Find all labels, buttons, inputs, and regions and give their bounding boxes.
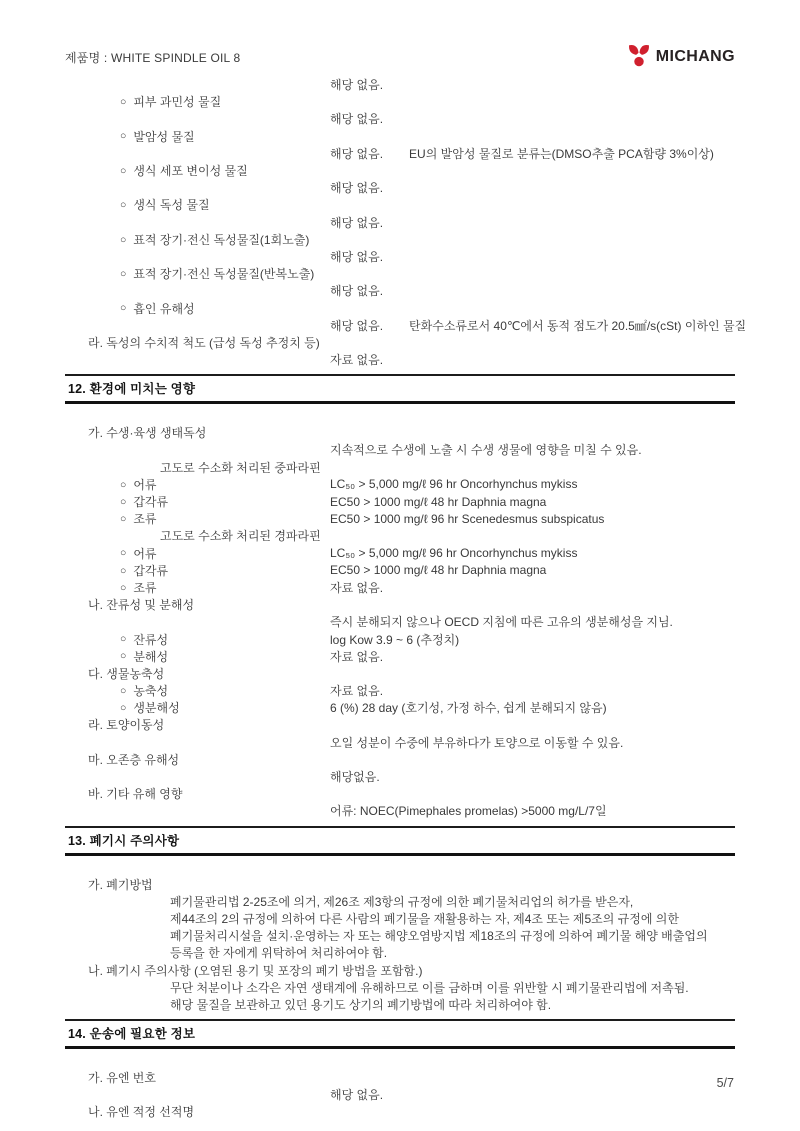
doc-row-pair [65, 579, 735, 596]
row-label: 어류 [133, 477, 157, 492]
doc-row-circle [65, 162, 735, 179]
michang-logo-text: MICHANG [655, 48, 735, 65]
doc-row-pair [65, 545, 735, 562]
row-value: 무단 처분이나 소각은 자연 생태계에 유해하므로 이를 금하며 이를 위반할 시 폐기물관리법에 저촉됨. [170, 980, 689, 995]
doc-row-pair [65, 699, 735, 716]
doc-row-letter [65, 1069, 735, 1086]
row-label: 피부 과민성 물질 [133, 95, 222, 110]
row-label: 생식 세포 변이성 물질 [133, 164, 248, 179]
doc-row-letter [65, 751, 735, 768]
doc-row-value [65, 214, 735, 231]
doc-row-value [65, 1086, 735, 1103]
doc-row-sub [65, 527, 735, 544]
doc-row-letter [65, 334, 735, 351]
circle-bullet-icon: ○ [120, 581, 127, 594]
row-extra-note: EU의 발암성 물질로 분류는(DMSO추출 PCA함량 3%이상) [409, 146, 714, 161]
row-label: 가. 수생·육생 생태독성 [88, 426, 207, 441]
document-header [65, 44, 735, 70]
doc-row-pair [65, 682, 735, 699]
circle-bullet-icon: ○ [120, 478, 127, 491]
row-value: 해당 없음. [330, 249, 384, 264]
row-value: 즉시 분해되지 않으나 OECD 지침에 따른 고유의 생분해성을 지님. [330, 615, 673, 630]
row-value: 지속적으로 수생에 노출 시 수생 생물에 영향을 미칠 수 있음. [330, 443, 642, 458]
row-label: 조류 [133, 580, 157, 595]
section-14-transport-information [65, 1019, 735, 1121]
doc-row-para [65, 996, 735, 1013]
row-value: 해당 없음. [330, 78, 384, 93]
row-label: 라. 토양이동성 [88, 718, 165, 733]
doc-row-value [65, 351, 735, 368]
doc-row-circle [65, 231, 735, 248]
section-13-rows [65, 876, 735, 1014]
row-label: 어류 [133, 546, 157, 561]
circle-bullet-icon: ○ [120, 702, 127, 715]
row-label: 나. 폐기시 주의사항 (오염된 용기 및 포장의 폐기 방법을 포함함.) [88, 963, 423, 978]
doc-row-value2 [65, 317, 747, 334]
row-label: 표적 장기·전신 독성물질(1회노출) [133, 232, 310, 247]
section-12-rows [65, 424, 735, 819]
doc-row-para [65, 979, 735, 996]
section-12-header: 12. 환경에 미치는 영향 [65, 374, 735, 404]
row-value: EC50 > 1000 mg/ℓ 96 hr Scenedesmus subspicatus [330, 511, 605, 526]
doc-row-circle [65, 265, 735, 282]
row-value: 자료 없음. [330, 353, 384, 368]
doc-row-para [65, 893, 735, 910]
doc-row-value [65, 179, 735, 196]
circle-bullet-icon: ○ [120, 564, 127, 577]
row-label: 흡인 유해성 [133, 301, 195, 316]
row-label: 고도로 수소화 처리된 경파라핀 [160, 529, 321, 544]
circle-bullet-icon: ○ [120, 267, 127, 280]
toxicity-continued-rows [65, 76, 747, 368]
doc-row-pair [65, 493, 735, 510]
row-value: 해당 없음. [330, 318, 384, 333]
doc-row-value [65, 441, 735, 458]
section-13-header: 13. 폐기시 주의사항 [65, 826, 735, 856]
doc-row-para [65, 910, 735, 927]
circle-bullet-icon: ○ [120, 96, 127, 109]
row-value: 폐기물관리법 2-25조에 의거, 제26조 제3항의 규정에 의한 폐기물처리업의 허가를 받은자, [170, 894, 634, 909]
row-value: EC50 > 1000 mg/ℓ 48 hr Daphnia magna [330, 494, 547, 509]
doc-row-sub [65, 459, 735, 476]
row-label: 표적 장기·전신 독성물질(반복노출) [133, 267, 315, 282]
row-label: 분해성 [133, 649, 169, 664]
circle-bullet-icon: ○ [120, 233, 127, 246]
doc-row-circle [65, 196, 735, 213]
row-label: 발암성 물질 [133, 129, 195, 144]
doc-row-letter [65, 961, 735, 978]
row-value: 제44조의 2의 규정에 의하여 다른 사람의 폐기물을 재활용하는 자, 제4조 또는 제5조의 규정에 의한 [170, 911, 679, 926]
row-label: 가. 유엔 번호 [88, 1071, 156, 1086]
doc-row-circle [65, 128, 735, 145]
row-value: 해당없음. [330, 770, 380, 785]
product-name-label: 제품명 : WHITE SPINDLE OIL 8 [65, 51, 241, 65]
doc-row-letter [65, 716, 735, 733]
doc-row-value [65, 282, 735, 299]
doc-row-letter [65, 876, 735, 893]
row-value: 어류: NOEC(Pimephales promelas) >5000 mg/L/7일 [330, 804, 607, 819]
michang-logo-icon [627, 44, 651, 70]
doc-row-pair [65, 562, 735, 579]
circle-bullet-icon: ○ [120, 302, 127, 315]
doc-row-value [65, 802, 735, 819]
row-value: 해당 물질을 보관하고 있던 용기도 상기의 폐기방법에 따라 처리하여야 함. [170, 997, 552, 1012]
row-value: log Kow 3.9 ~ 6 (추정치) [330, 632, 460, 647]
circle-bullet-icon: ○ [120, 199, 127, 212]
row-value: 해당 없음. [330, 284, 384, 299]
doc-row-letter [65, 1103, 735, 1120]
circle-bullet-icon: ○ [120, 547, 127, 560]
row-label: 바. 기타 유해 영향 [88, 787, 183, 802]
section-14-rows [65, 1069, 735, 1121]
doc-row-value [65, 110, 735, 127]
doc-row-value [65, 76, 735, 93]
doc-row-para [65, 944, 735, 961]
row-value: LC₅₀ > 5,000 mg/ℓ 96 hr Oncorhynchus mykiss [330, 477, 578, 492]
row-extra-note: 탄화수소류로서 40℃에서 동적 점도가 20.5㎟/s(cSt) 이하인 물질 [409, 318, 747, 333]
row-value: 오일 성분이 수중에 부유하다가 토양으로 이동할 수 있음. [330, 735, 624, 750]
row-value: EC50 > 1000 mg/ℓ 48 hr Daphnia magna [330, 563, 547, 578]
doc-row-letter [65, 665, 735, 682]
doc-row-value [65, 768, 735, 785]
row-value: LC₅₀ > 5,000 mg/ℓ 96 hr Oncorhynchus mykiss [330, 546, 578, 561]
doc-row-letter [65, 785, 735, 802]
row-value: 해당 없음. [330, 181, 384, 196]
doc-row-pair [65, 648, 735, 665]
row-value: 해당 없음. [330, 215, 384, 230]
row-label: 마. 오존층 유해성 [88, 752, 180, 767]
row-label: 갑각류 [133, 495, 169, 510]
row-value: 해당 없음. [330, 1088, 384, 1103]
row-value: 해당 없음. [330, 112, 384, 127]
row-label: 농축성 [133, 684, 169, 699]
circle-bullet-icon: ○ [120, 633, 127, 646]
row-label: 가. 폐기방법 [88, 877, 153, 892]
doc-row-letter [65, 424, 735, 441]
row-label: 생분해성 [133, 701, 180, 716]
row-label: 라. 독성의 수치적 척도 (급성 독성 추정치 등) [88, 335, 320, 350]
row-value: 등록을 한 자에게 위탁하여 처리하여야 함. [170, 946, 388, 961]
doc-row-value [65, 613, 735, 630]
doc-row-value2 [65, 145, 735, 162]
section-12-environmental-effects [65, 374, 735, 819]
row-label: 나. 잔류성 및 분해성 [88, 598, 195, 613]
row-label: 다. 생물농축성 [88, 666, 165, 681]
row-value: 자료 없음. [330, 649, 384, 664]
circle-bullet-icon: ○ [120, 650, 127, 663]
section-14-header: 14. 운송에 필요한 정보 [65, 1019, 735, 1049]
circle-bullet-icon: ○ [120, 130, 127, 143]
circle-bullet-icon: ○ [120, 164, 127, 177]
section-13-disposal-precautions [65, 826, 735, 1014]
doc-row-circle [65, 299, 735, 316]
doc-row-value [65, 248, 735, 265]
michang-logo [627, 44, 735, 70]
circle-bullet-icon: ○ [120, 684, 127, 697]
doc-row-para [65, 927, 735, 944]
doc-row-pair [65, 510, 735, 527]
row-label: 갑각류 [133, 563, 169, 578]
row-label: 고도로 수소화 처리된 중파라핀 [160, 460, 321, 475]
circle-bullet-icon: ○ [120, 495, 127, 508]
row-value: 자료 없음. [330, 684, 384, 699]
row-value: 폐기물처리시설을 설치·운영하는 자 또는 해양오염방지법 제18조의 규정에 의하여 폐기물 해양 배출업의 [170, 929, 708, 944]
row-label: 나. 유엔 적정 선적명 [88, 1105, 195, 1120]
doc-row-pair [65, 476, 735, 493]
row-label: 조류 [133, 512, 157, 527]
doc-row-value [65, 734, 735, 751]
doc-row-circle [65, 93, 735, 110]
page-number: 5/7 [716, 1076, 734, 1090]
doc-row-pair [65, 630, 735, 647]
row-value: 자료 없음. [330, 580, 384, 595]
row-label: 잔류성 [133, 632, 169, 647]
doc-row-letter [65, 596, 735, 613]
row-value: 해당 없음. [330, 146, 384, 161]
circle-bullet-icon: ○ [120, 512, 127, 525]
row-value: 6 (%) 28 day (호기성, 가정 하수, 쉽게 분해되지 않음) [330, 701, 607, 716]
row-label: 생식 독성 물질 [133, 198, 210, 213]
